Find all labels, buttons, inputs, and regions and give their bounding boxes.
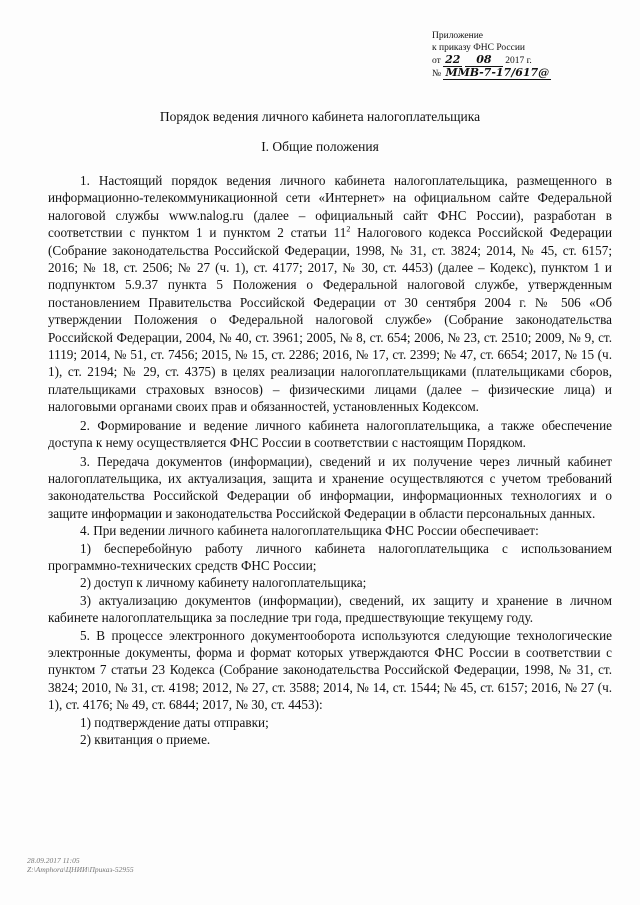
- stamp-number-value: ММВ-7-17/617@: [445, 66, 550, 79]
- list-item-5-2: 2) квитанция о приеме.: [80, 732, 211, 747]
- document-body: [48, 172, 612, 748]
- section-heading: I. Общие положения: [261, 139, 379, 154]
- file-path-footer: [27, 856, 134, 874]
- stamp-line-appendix: Приложение: [432, 31, 483, 41]
- stamp-from-label: от: [432, 56, 441, 66]
- paragraph-3: 3. Передача документов (информации), сведений и их получение через личный кабинет налогоплательщика, их актуализация, защита и хранение осуществляются с учетом требований законодательства Российской Федерации об информации, информационных технологиях и о защите информации и законодательства Российской Федерации в области персональных данных.: [48, 453, 612, 521]
- approval-stamp: [432, 30, 582, 80]
- stamp-date-year: 2017 г.: [505, 56, 532, 66]
- stamp-line-order: к приказу ФНС России: [432, 43, 525, 53]
- paragraph-5: 5. В процессе электронного документооборота используются следующие технологические электронные документы, форма и формат которых утверждаются ФНС России в соответствии с пунктом 7 статьи 23 Кодекса (Собрание законодательства Российской Федерации, 1998, № 31, ст. 3824; 2010, № 31, ст. 4198; 2012, № 27, ст. 3588; 2014, № 14, ст. 1544; № 45, ст. 6157; 2016, № 27 (ч. 1), ст. 4176; № 49, ст. 6844; 2017, № 30, ст. 4453):: [48, 627, 612, 713]
- stamp-number-label: №: [432, 69, 442, 79]
- stamp-date-month: 08: [465, 54, 503, 67]
- list-item-4-1: 1) бесперебойную работу личного кабинета налогоплательщика с использованием программно-технических средств ФНС России;: [48, 540, 612, 573]
- paragraph-1: 1. Настоящий порядок ведения личного кабинета налогоплательщика, размещенного в информационно-телекоммуникационной сети «Интернет» на официальном сайте Федеральной налоговой службы www.nalog.ru (далее – официальный сайт ФНС России), разработан в соответствии с пунктом 1 и пунктом 2 статьи $11^2$ Налогового кодекса Российской Федерации (Собрание законодательства Российской Федерации, 1998, № 31, ст. 3824; 2014, № 45, ст. 6157; 2016; № 18, ст. 2506; № 27 (ч. 1), ст. 4177; 2017, № 30, ст. 4453) (далее – Кодекс), пунктом 1 и подпунктом 5.9.37 пункта 5 Положения о Федеральной налоговой службе, утвержденным постановлением Правительства Российской Федерации от 30 сентября 2004 г. № 506 «Об утверждении Положения о Федеральной налоговой службе» (Собрание законодательства Российской Федерации, 2004, № 40, ст. 3961; 2005, № 8, ст. 654; 2006, № 23, ст. 2510; 2009, № 9, ст. 1119; 2014, № 51, ст. 7456; 2015, № 15, ст. 2286; 2016, № 17, ст. 2399; № 47, ст. 6654; 2017, № 15 (ч. 1), ст. 2194; № 29, ст. 4375) в целях реализации налогоплательщиками (плательщиками сборов, плательщиками страховых взносов) – физическими лицами (далее – физические лица) и налоговыми органами своих прав и обязанностей, установленных Кодексом.: [48, 173, 613, 415]
- list-item-4-3: 3) актуализацию документов (информации), сведений, их защиту и хранение в личном кабинете налогоплательщика за последние три года, предшествующие текущему году.: [48, 592, 612, 626]
- footer-path: Z:\Amphora\ЦНИИ\Приказ-52955: [27, 865, 134, 874]
- document-title: Порядок ведения личного кабинета налогоплательщика: [159, 109, 481, 124]
- list-item-4-2: 2) доступ к личному кабинету налогоплательщика;: [80, 575, 367, 591]
- stamp-number-line: [432, 67, 582, 80]
- superscript: 2: [346, 224, 351, 234]
- paragraph-2: 2. Формирование и ведение личного кабинета налогоплательщика, а также обеспечение доступа к нему осуществляется ФНС России в соответствии с настоящим Порядком.: [48, 417, 612, 451]
- paragraph-4: 4. При ведении личного кабинета налогоплательщика ФНС России обеспечивает:: [80, 523, 539, 539]
- footer-timestamp: 28.09.2017 11:05: [27, 856, 80, 865]
- stamp-date-day: 22: [445, 53, 461, 66]
- list-item-5-1: 1) подтверждение даты отправки;: [80, 714, 269, 730]
